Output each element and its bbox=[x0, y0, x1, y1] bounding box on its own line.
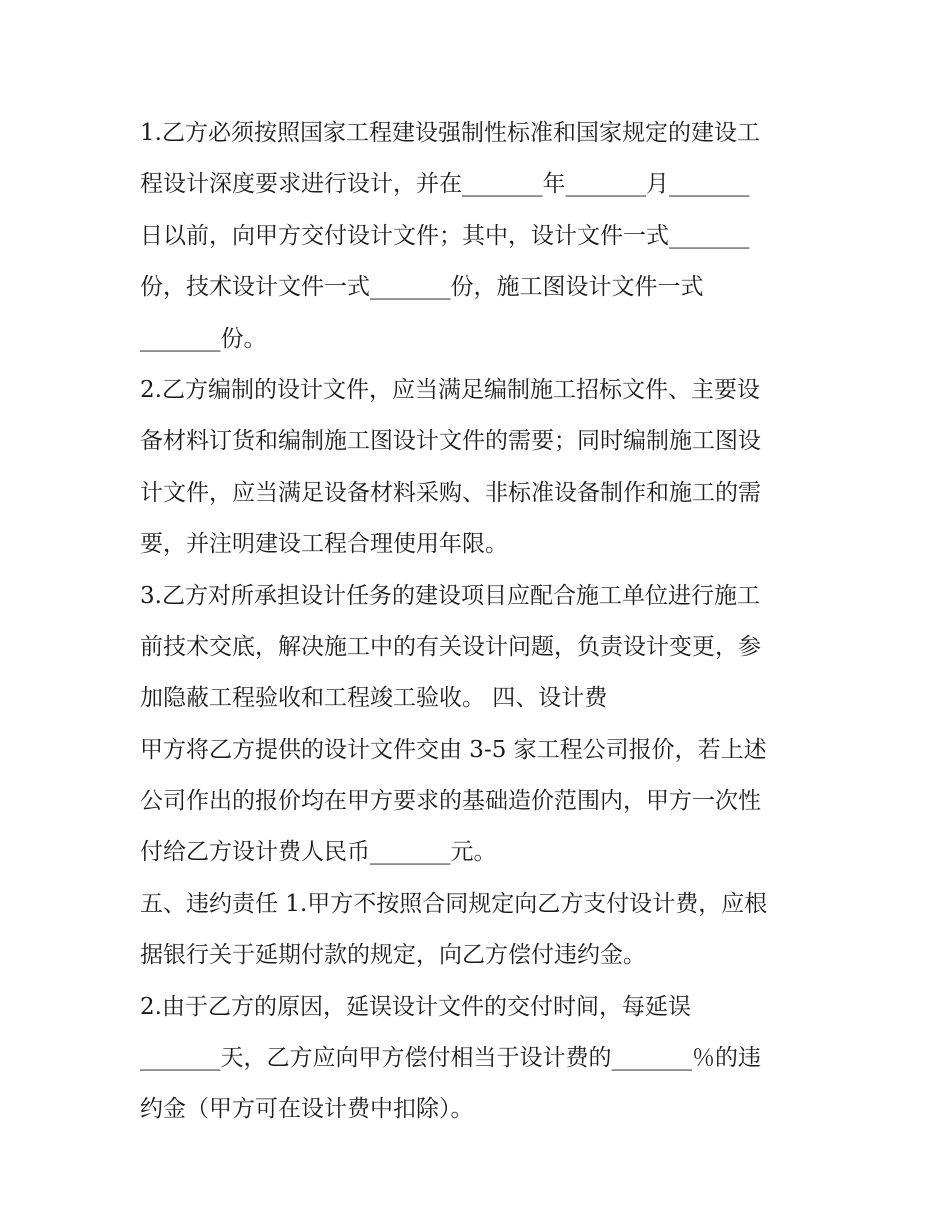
text-line: 2.乙方编制的设计文件，应当满足编制施工招标文件、主要设 bbox=[140, 376, 760, 403]
contract-text bbox=[140, 108, 820, 1136]
text-line: 付给乙方设计费人民币_______元。 bbox=[140, 839, 497, 866]
text-line: 1.乙方必须按照国家工程建设强制性标准和国家规定的建设工 bbox=[140, 120, 760, 146]
text-line: 前技术交底，解决施工中的有关设计问题，负责设计变更，参 bbox=[140, 633, 761, 660]
text-line: _______天，乙方应向甲方偿付相当于设计费的_______％的违 bbox=[140, 1045, 761, 1072]
text-line: 据银行关于延期付款的规定，向乙方偿付违约金。 bbox=[140, 942, 646, 969]
text-line: 份，技术设计文件一式_______份，施工图设计文件一式 bbox=[140, 274, 704, 301]
text-line: 备材料订货和编制施工图设计文件的需要；同时编制施工图设 bbox=[140, 428, 761, 455]
text-line: 3.乙方对所承担设计任务的建设项目应配合施工单位进行施工 bbox=[140, 582, 760, 609]
text-line: 要，并注明建设工程合理使用年限。 bbox=[140, 531, 508, 558]
text-line: 计文件，应当满足设备材料采购、非标准设备制作和施工的需 bbox=[140, 479, 761, 506]
text-line: 公司作出的报价均在甲方要求的基础造价范围内，甲方一次性 bbox=[140, 788, 761, 815]
text-line: _______份。 bbox=[140, 325, 267, 352]
text-line: 五、违约责任 1.甲方不按照合同规定向乙方支付设计费，应根 bbox=[140, 890, 768, 917]
text-line: 约金（甲方可在设计费中扣除）。 bbox=[140, 1096, 474, 1123]
text-line: 2.由于乙方的原因，延误设计文件的交付时间，每延误 bbox=[140, 993, 691, 1020]
text-line: 加隐蔽工程验收和工程竣工验收。 四、设计费 bbox=[140, 685, 608, 712]
text-line: 甲方将乙方提供的设计文件交由 3-5 家工程公司报价，若上述 bbox=[140, 736, 767, 763]
text-line: 日以前，向甲方交付设计文件；其中，设计文件一式_______ bbox=[140, 222, 750, 249]
text-line: 程设计深度要求进行设计，并在_______年_______月_______ bbox=[140, 171, 750, 198]
